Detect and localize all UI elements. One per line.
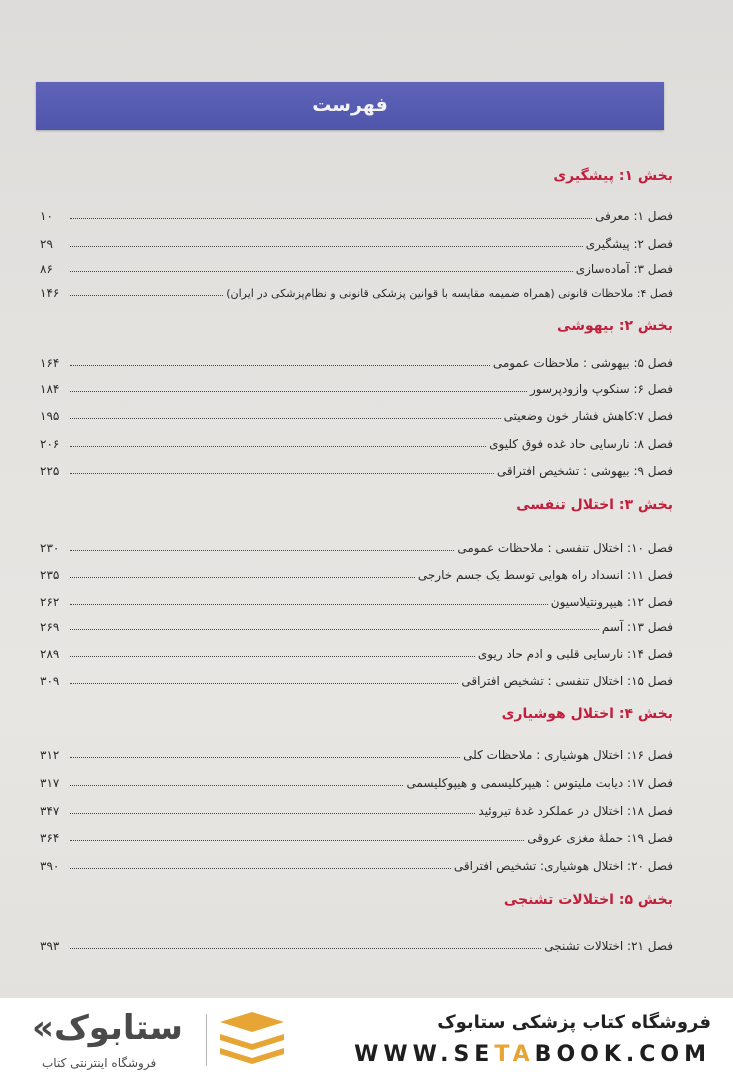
leader-dots <box>70 656 475 657</box>
leader-dots <box>70 683 458 684</box>
leader-dots <box>70 391 527 392</box>
toc-entry[interactable] <box>40 460 673 478</box>
shop-name: فروشگاه کتاب پزشکی ستابوک <box>437 1012 711 1033</box>
entry-label: فصل ۱۸: اختلال در عملکرد غدهٔ تیروئید <box>478 804 673 818</box>
leader-dots <box>70 271 573 272</box>
url-prefix: WWW.SE <box>354 1042 495 1067</box>
entry-page: ۲۶۹ <box>40 620 60 634</box>
entry-label: فصل ۱۶: اختلال هوشیاری : ملاحظات کلی <box>463 748 673 762</box>
logo-wordmark: «ستابوک <box>32 1008 183 1048</box>
toc-entry[interactable] <box>40 537 673 555</box>
logo-divider <box>206 1014 207 1066</box>
leader-dots <box>70 785 403 786</box>
logo-subtitle: فروشگاه اینترنتی کتاب <box>42 1056 157 1070</box>
toc-entry[interactable] <box>40 855 673 873</box>
book-stack-icon <box>220 1012 284 1064</box>
contents-header <box>36 82 664 130</box>
entry-label: فصل ۳: آماده‌سازی <box>575 262 673 276</box>
leader-dots <box>70 813 475 814</box>
entry-label: فصل ۱۹: حملهٔ مغزی عروقی <box>527 831 673 845</box>
toc-entry[interactable] <box>40 670 673 688</box>
toc-entry[interactable] <box>40 564 673 582</box>
leader-dots <box>70 948 541 949</box>
toc-entry[interactable] <box>40 772 673 790</box>
entry-label: فصل ۷:کاهش فشار خون وضعیتی <box>503 409 673 423</box>
entry-label: فصل ۲۰: اختلال هوشیاری: تشخیص افتراقی <box>453 859 673 873</box>
entry-label: فصل ۸: نارسایی حاد غده فوق کلیوی <box>489 437 673 451</box>
toc-entry[interactable] <box>40 935 673 953</box>
entry-page: ۳۰۹ <box>40 674 60 688</box>
toc-entry[interactable] <box>40 800 673 818</box>
leader-dots <box>70 604 548 605</box>
leader-dots <box>70 577 415 578</box>
entry-page: ۳۹۳ <box>40 939 60 953</box>
entry-page: ۳۱۲ <box>40 748 60 762</box>
entry-page: ۲۶۲ <box>40 595 60 609</box>
toc-entry[interactable] <box>40 591 673 609</box>
entry-label: فصل ۱۷: دیابت ملیتوس : هیپرکلیسمی و هیپوکلیسمی <box>406 776 673 790</box>
entry-label: فصل ۲۱: اختلالات تشنجی <box>544 939 673 953</box>
section-title: بخش ۲: بیهوشی <box>557 318 673 334</box>
entry-label: فصل ۱: معرفی <box>595 209 673 223</box>
entry-page: ۲۸۹ <box>40 647 60 661</box>
leader-dots <box>70 218 592 219</box>
entry-page: ۱۴۶ <box>40 286 60 300</box>
leader-dots <box>70 840 524 841</box>
section-title: بخش ۵: اختلالات تشنجی <box>503 892 673 908</box>
entry-label: فصل ۶: سنکوپ وازودپرسور <box>529 382 673 396</box>
leader-dots <box>70 246 583 247</box>
entry-page: ۲۲۵ <box>40 464 60 478</box>
leader-dots <box>70 365 490 366</box>
leader-dots <box>70 868 451 869</box>
entry-label: فصل ۱۴: نارسایی قلبی و ادم حاد ریوی <box>477 647 673 661</box>
entry-label: فصل ۱۲: هیپرونتیلاسیون <box>550 595 673 609</box>
entry-page: ۲۳۵ <box>40 568 60 582</box>
toc-entry[interactable] <box>40 205 673 223</box>
entry-page: ۱۶۴ <box>40 356 60 370</box>
entry-label: فصل ۵: بیهوشی : ملاحظات عمومی <box>492 356 673 370</box>
entry-page: ۲۳۰ <box>40 541 60 555</box>
page-title: فهرست <box>312 94 388 116</box>
toc-entry[interactable] <box>40 233 673 251</box>
entry-label: فصل ۱۵: اختلال تنفسی : تشخیص افتراقی <box>461 674 673 688</box>
leader-dots <box>70 473 494 474</box>
section-title: بخش ۱: پیشگیری <box>553 168 673 184</box>
toc-entry[interactable] <box>40 827 673 845</box>
entry-label: فصل ۹: بیهوشی : تشخیص افتراقی <box>496 464 673 478</box>
store-logo[interactable] <box>32 1006 202 1076</box>
shop-url[interactable] <box>354 1042 711 1067</box>
leader-dots <box>70 550 454 551</box>
entry-page: ۳۹۰ <box>40 859 60 873</box>
entry-label: فصل ۱۳: آسم <box>601 620 673 634</box>
entry-label: فصل ۱۰: اختلال تنفسی : ملاحظات عمومی <box>457 541 673 555</box>
entry-page: ۳۴۷ <box>40 804 60 818</box>
store-footer <box>0 998 733 1080</box>
entry-page: ۸۶ <box>40 262 53 276</box>
leader-dots <box>70 446 486 447</box>
leader-dots <box>70 418 501 419</box>
url-accent: TA <box>494 1042 535 1067</box>
toc-entry[interactable] <box>40 258 673 276</box>
url-suffix: BOOK.COM <box>534 1042 711 1067</box>
entry-page: ۳۶۴ <box>40 831 60 845</box>
entry-page: ۱۸۴ <box>40 382 60 396</box>
entry-page: ۲۹ <box>40 237 53 251</box>
section-title: بخش ۴: اختلال هوشیاری <box>501 706 673 722</box>
toc-entry[interactable] <box>40 643 673 661</box>
toc-entry[interactable] <box>40 433 673 451</box>
section-title: بخش ۳: اختلال تنفسی <box>516 497 673 513</box>
entry-label: فصل ۲: پیشگیری <box>585 237 673 251</box>
entry-label: فصل ۴: ملاحظات قانونی (همراه ضمیمه مقایسه با قوانین پزشکی قانونی و نظام‌پزشکی در ایران) <box>226 287 673 300</box>
toc-entry[interactable] <box>40 282 673 300</box>
entry-page: ۱۹۵ <box>40 409 60 423</box>
toc-entry[interactable] <box>40 352 673 370</box>
entry-page: ۱۰ <box>40 209 53 223</box>
toc-entry[interactable] <box>40 616 673 634</box>
entry-page: ۲۰۶ <box>40 437 60 451</box>
leader-dots <box>70 295 223 296</box>
toc-entry[interactable] <box>40 744 673 762</box>
toc-entry[interactable] <box>40 405 673 423</box>
leader-dots <box>70 757 460 758</box>
entry-page: ۳۱۷ <box>40 776 60 790</box>
leader-dots <box>70 629 599 630</box>
toc-entry[interactable] <box>40 378 673 396</box>
entry-label: فصل ۱۱: انسداد راه هوایی توسط یک جسم خارجی <box>417 568 673 582</box>
